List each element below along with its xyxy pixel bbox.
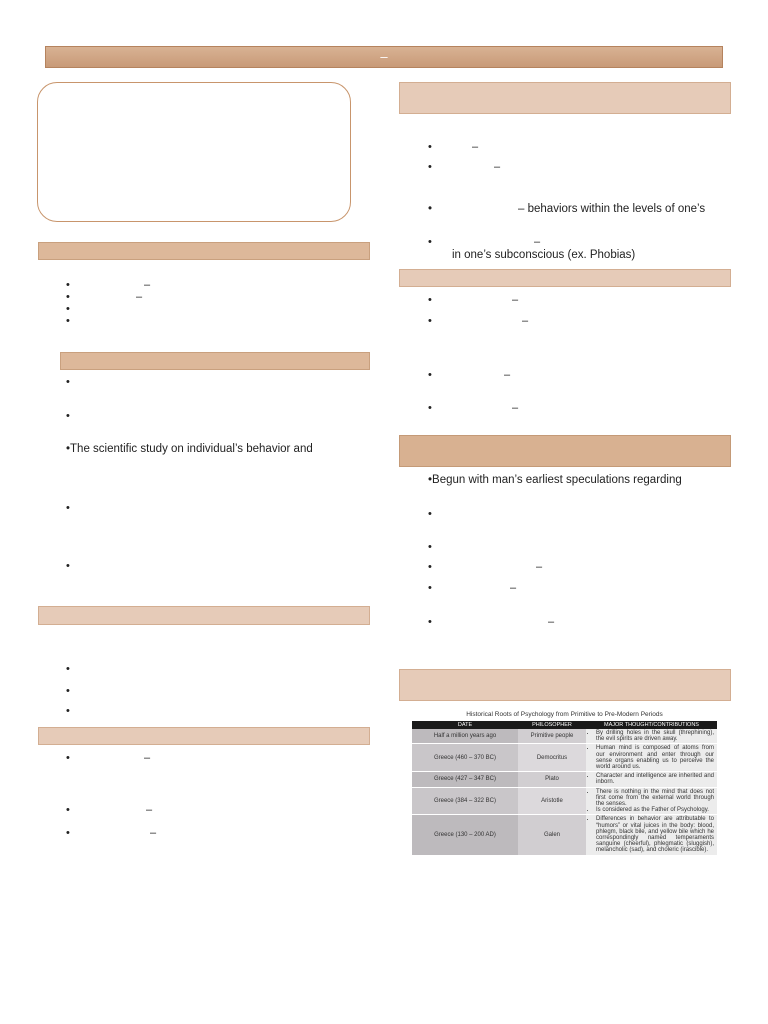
table-cell-date: Greece (130 – 200 AD) — [412, 815, 518, 855]
right-section-band-3 — [399, 435, 731, 467]
table-cell-date: Half a million years ago — [412, 729, 518, 744]
list-item: • — [428, 508, 432, 520]
list-item: • — [428, 541, 432, 553]
list-item: • – — [428, 369, 511, 381]
table-header-cell: MAJOR THOUGHT/CONTRIBUTIONS — [586, 721, 717, 729]
list-item: • – — [66, 279, 151, 291]
table-cell-philosopher: Plato — [518, 772, 586, 787]
list-item: • – — [66, 804, 153, 816]
contribution-item: • Is considered as the Father of Psychology. — [596, 807, 714, 813]
list-item: • — [66, 410, 70, 422]
table-header-cell: PHILOSOPHER — [518, 721, 586, 729]
history-table — [412, 721, 717, 856]
contribution-item: • There is nothing in the mind that does not first come from the external world through the senses. — [596, 789, 714, 808]
list-item: • — [66, 315, 70, 327]
list-item: • – — [428, 294, 519, 306]
contribution-item: • Character and intelligence are inherited and inborn. — [596, 773, 714, 785]
left-section-band-4 — [38, 727, 370, 745]
right-section-band-4 — [399, 669, 731, 701]
table-cell-contributions — [586, 744, 717, 772]
list-item: • – — [428, 582, 517, 594]
table-header-row — [412, 721, 717, 729]
list-item: • – — [428, 402, 519, 414]
contribution-item: • Differences in behavior are attributable to “humors” or vital juices in the body: blood, phlegm, black bile, and yellow bile which he correspondingly named temperaments sanguine (cheerful), phlegmatic (sluggish), melancholic (sad), and choleric (irascible). — [596, 816, 714, 853]
left-section-band-3 — [38, 606, 370, 625]
list-item: • — [66, 303, 70, 315]
list-item: • – — [428, 616, 555, 628]
table-cell-contributions — [586, 815, 717, 855]
table-cell-philosopher: Galen — [518, 815, 586, 855]
table-row — [412, 787, 717, 815]
list-item: • – — [428, 236, 541, 248]
page-title-bar — [45, 46, 723, 68]
table-cell-philosopher: Democritus — [518, 744, 586, 772]
right-section-band-1 — [399, 82, 731, 114]
list-item: • – — [66, 827, 157, 839]
table-cell-philosopher: Aristotle — [518, 787, 586, 815]
table-row — [412, 772, 717, 787]
contribution-item: • Human mind is composed of atoms from our environment and enter through our sense organs enabling us to perceive the world around us. — [596, 745, 714, 770]
list-item: • – — [66, 752, 151, 764]
list-item: • — [66, 502, 70, 514]
table-row — [412, 729, 717, 744]
left-section-band-2 — [60, 352, 370, 370]
list-item: • — [66, 663, 70, 675]
list-item: • – — [66, 291, 143, 303]
list-item: • — [66, 705, 70, 717]
table-cell-contributions — [586, 729, 717, 744]
contribution-item: • By drilling holes in the skull (threphining), the evil spirits are driven away. — [596, 730, 714, 742]
list-item: • – — [428, 161, 501, 173]
intro-rounded-box — [37, 82, 351, 222]
left-section1-list — [66, 279, 150, 327]
table-cell-contributions — [586, 787, 717, 815]
page-title: – — [380, 49, 388, 64]
table-row — [412, 744, 717, 772]
list-item: • — [66, 685, 70, 697]
left-section-band-1 — [38, 242, 370, 260]
list-item: •Begun with man’s earliest speculations regarding — [428, 474, 682, 486]
right-section-band-2 — [399, 269, 731, 287]
list-item: • – — [428, 141, 479, 153]
table-title: Historical Roots of Psychology from Primitive to Pre-Modern Periods — [466, 711, 663, 718]
list-item: • – behaviors within the levels of one’s — [428, 203, 706, 215]
table-cell-date: Greece (427 – 347 BC) — [412, 772, 518, 787]
table-cell-contributions — [586, 772, 717, 787]
table-row — [412, 815, 717, 855]
list-item: • — [66, 376, 70, 388]
list-item: • – — [428, 561, 543, 573]
table-cell-philosopher: Primitive people — [518, 729, 586, 744]
table-cell-date: Greece (460 – 370 BC) — [412, 744, 518, 772]
list-item: • – — [428, 315, 529, 327]
table-cell-date: Greece (384 – 322 BC) — [412, 787, 518, 815]
table-header-cell: DATE — [412, 721, 518, 729]
list-item: • — [66, 560, 70, 572]
list-item: •The scientific study on individual’s behavior and — [66, 443, 313, 455]
list-item-continuation: in one’s subconscious (ex. Phobias) — [452, 249, 636, 261]
